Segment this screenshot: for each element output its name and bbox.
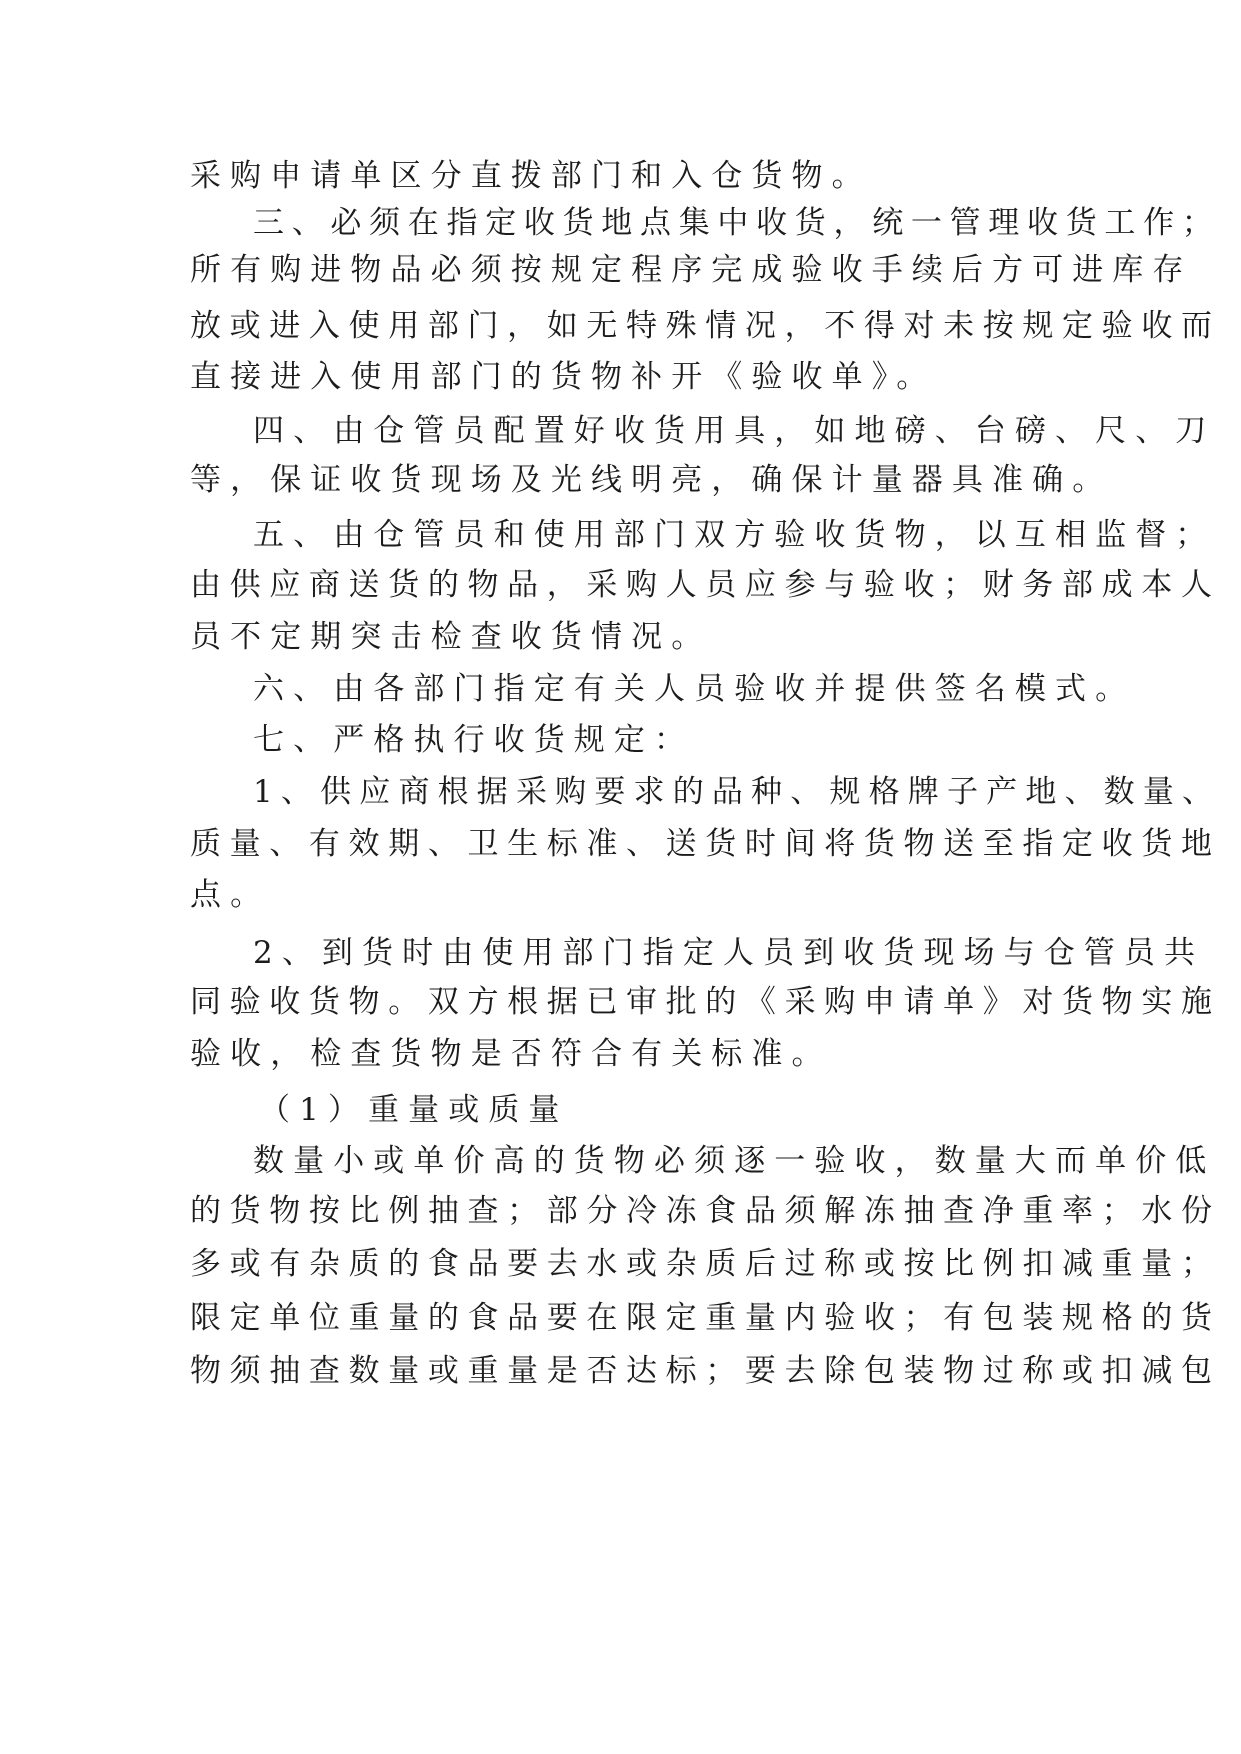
text-line: 由供应商送货的物品，采购人员应参与验收；财务部成本人: [190, 567, 1221, 603]
text-line: 点。: [190, 877, 271, 913]
text-line: 七、严格执行收货规定：: [253, 722, 695, 758]
text-line: 六、由各部门指定有关人员验收并提供签名模式。: [253, 671, 1136, 707]
text-line: 同验收货物。双方根据已审批的《采购申请单》对货物实施: [190, 984, 1221, 1020]
text-line: 多或有杂质的食品要去水或杂质后过称或按比例扣减重量；: [190, 1246, 1221, 1282]
text-line: （1）重量或质量: [259, 1092, 569, 1128]
text-line: 三、必须在指定收货地点集中收货，统一管理收货工作；: [253, 205, 1221, 241]
text-line: 1、供应商根据采购要求的品种、规格牌子产地、数量、: [253, 774, 1222, 810]
text-line: 2、到货时由使用部门指定人员到收货现场与仓管员共: [253, 935, 1205, 971]
text-line: 数量小或单价高的货物必须逐一验收，数量大而单价低: [253, 1143, 1216, 1179]
text-line: 限定单位重量的食品要在限定重量内验收；有包装规格的货: [190, 1300, 1221, 1336]
text-line: 直接进入使用部门的货物补开《验收单》。: [190, 359, 937, 395]
text-line: 物须抽查数量或重量是否达标；要去除包装物过称或扣减包: [190, 1353, 1221, 1389]
text-line: 所有购进物品必须按规定程序完成验收手续后方可进库存: [190, 252, 1193, 288]
text-line: 质量、有效期、卫生标准、送货时间将货物送至指定收货地: [190, 826, 1221, 862]
text-line: 放或进入使用部门，如无特殊情况，不得对未按规定验收而: [190, 308, 1221, 344]
text-line: 等，保证收货现场及光线明亮，确保计量器具准确。: [190, 462, 1113, 498]
text-line: 采购申请单区分直拨部门和入仓货物。: [190, 158, 872, 194]
text-line: 员不定期突击检查收货情况。: [190, 619, 712, 655]
text-line: 的货物按比例抽查；部分冷冻食品须解冻抽查净重率；水份: [190, 1193, 1221, 1229]
text-line: 验收，检查货物是否符合有关标准。: [190, 1036, 832, 1072]
text-line: 四、由仓管员配置好收货用具，如地磅、台磅、尺、刀: [253, 413, 1216, 449]
text-line: 五、由仓管员和使用部门双方验收货物，以互相监督；: [253, 517, 1216, 553]
